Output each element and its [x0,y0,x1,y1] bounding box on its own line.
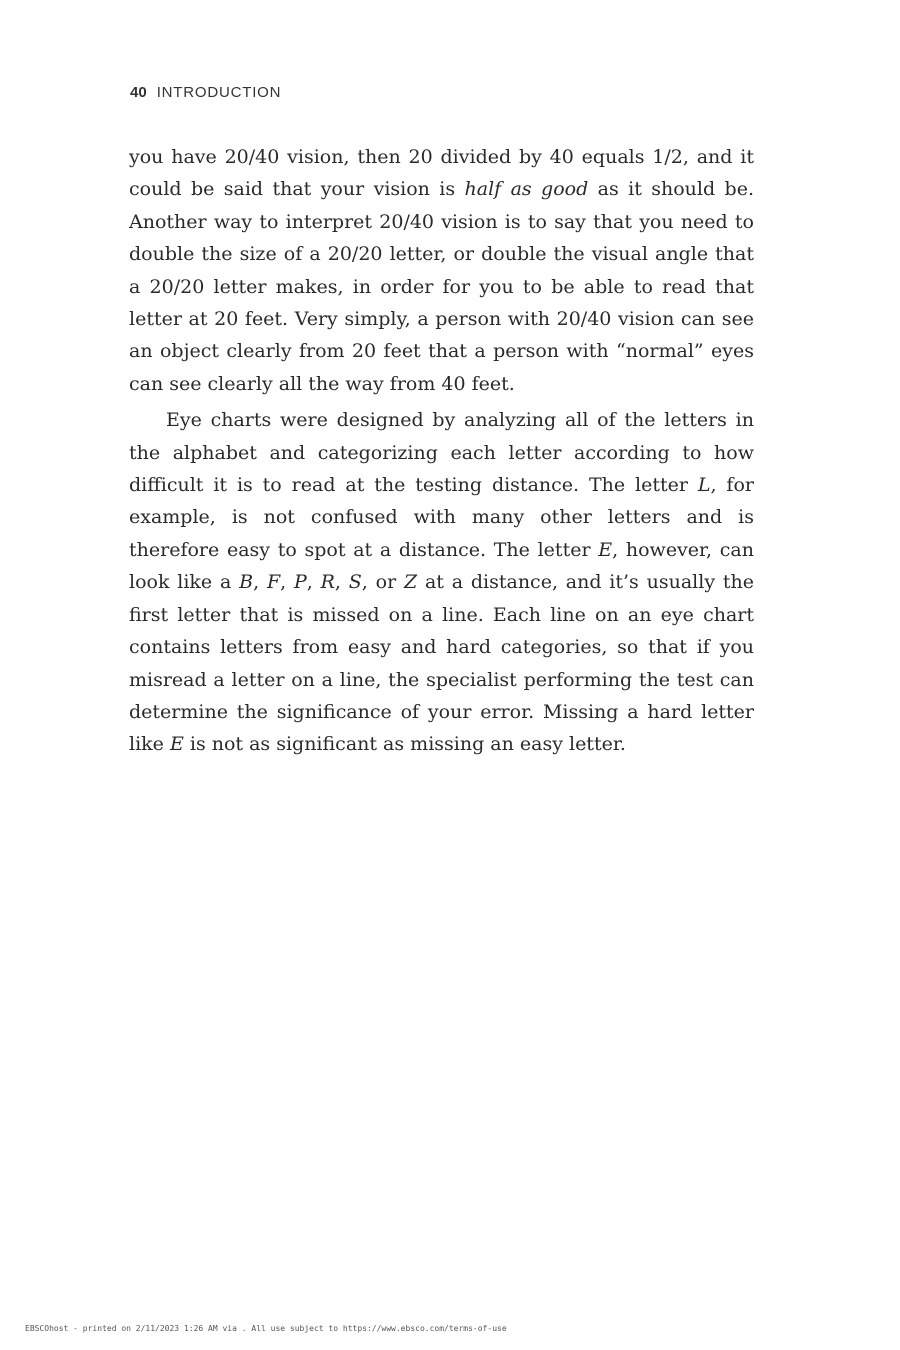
paragraph-2-text: is not as significant as missing an easy letter. [183,733,626,756]
italic-letter-z: Z [403,571,418,594]
paragraph-2-text: , for example, is not confused with many other letters and is therefore easy to spot at a distance. The letter [129,474,754,561]
paragraph-2-text: , however, can look like a [129,538,754,594]
separator: , [306,571,321,594]
paragraph-2 [129,404,754,760]
paragraph-1-text: as it should be. Another way to interpret 20/40 vision is to say that you need to double the size of a 20/20 letter, or double the visual angle that a 20/20 letter makes, in order for you to be able to read that letter at 20 feet. Very simply, a person with 20/40 vision can see an object clearly from 20 feet that a person with “normal” eyes can see clearly all the way from 40 feet. [129,178,754,395]
italic-letter-f: F [266,571,281,594]
page-number: 40 [130,84,147,101]
italic-letter-s: S [348,571,362,594]
italic-letter-p: P [293,571,307,594]
separator: , [280,571,294,594]
separator: , [253,571,267,594]
paragraph-1-text: you have 20/40 vision, then 20 divided by 40 equals 1/2, and it could be said that your vision is [129,146,754,201]
italic-letter-b: B [239,571,254,594]
emphasis-half-as-good: half as good [464,178,589,201]
italic-letter-r: R [320,571,335,594]
paragraph-2-text: at a distance, and it’s usually the first letter that is missed on a line. Each line on an eye chart contains letters from easy and hard categories, so that if you misread a letter on a line, the specialist performing the test can determine the significance of your error. Missing a hard letter like [129,571,754,756]
print-footer: EBSCOhost - printed on 2/11/2023 1:26 AM via . All use subject to https://www.ebsco.com/terms-of-use [25,1324,507,1333]
italic-letter-e: E [169,733,184,756]
paragraph-2-text: Eye charts were designed by analyzing all of the letters in the alphabet and categorizing each letter according to how difficult it is to read at the testing distance. The letter [129,409,754,497]
italic-letter-e: E [598,538,613,561]
separator: , or [361,571,404,594]
running-head [130,84,281,101]
paragraph-1 [129,141,754,400]
italic-letter-l: L [697,474,711,497]
section-title: INTRODUCTION [156,84,282,101]
separator: , [334,571,349,594]
body-text [129,141,754,761]
